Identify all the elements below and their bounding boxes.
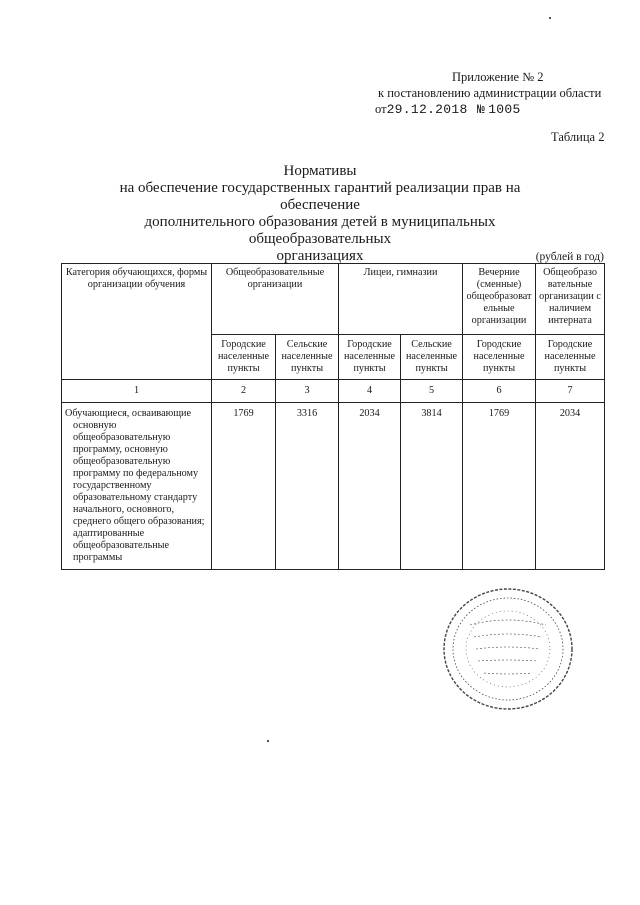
subheader-lyceum-urban: Городские населенные пункты [339,335,401,380]
units-label: (рублей в год) [535,251,604,263]
date-prefix: от [375,102,387,116]
header-lyceums: Лицеи, гимназии [339,264,463,335]
appendix-label: Приложение № 2 [452,70,544,84]
category-line: программу по федеральному [73,468,199,479]
resolution-date-number [375,101,521,118]
title-line-4: организациях [276,248,364,264]
title-line-3: дополнительного образования детей в муниципальных общеобразовательных [144,214,496,247]
header-general: Общеобразовательные организации [212,264,339,335]
scan-speck [549,17,551,19]
resolution-label: к постановлению администрации области [378,86,602,100]
document-title [80,163,560,265]
category-line: государственному [73,480,152,491]
header-evening: Вечерние (сменные) общеобразоват ельные организации [463,264,536,335]
category-line: программу, основную [73,444,168,455]
value-general-urban: 1769 [212,403,276,570]
scan-speck [267,740,269,742]
category-line: адаптированные [73,528,145,539]
category-line: общеобразовательную [73,432,171,443]
resolution-date: 29.12.2018 [386,102,468,117]
column-number: 1 [62,380,212,403]
value-evening-urban: 1769 [463,403,536,570]
category-line: общеобразовательные [73,540,170,551]
subheader-evening-urban: Городские населенные пункты [463,335,536,380]
category-line: Обучающиеся, осваивающие [65,408,192,419]
value-general-rural: 3316 [276,403,339,570]
category-line: среднего общего образования; [73,516,205,527]
column-number: 2 [212,380,276,403]
column-number: 6 [463,380,536,403]
column-number: 5 [401,380,463,403]
value-lyceum-urban: 2034 [339,403,401,570]
header-category: Категория обучающихся, формы организации обучения [62,264,212,380]
category-line: программы [73,552,123,563]
number-sign: № [476,102,486,117]
subheader-general-urban: Городские населенные пункты [212,335,276,380]
title-line-1: Нормативы [283,163,357,179]
subheader-boarding-urban: Городские населенные пункты [536,335,605,380]
official-seal [440,585,576,713]
resolution-number: 1005 [488,102,521,117]
category-line: основную [73,420,117,431]
table-label: Таблица 2 [551,130,605,144]
column-number: 4 [339,380,401,403]
column-number-row [62,380,605,403]
title-line-2: на обеспечение государственных гарантий реализации прав на обеспечение [119,180,521,213]
value-lyceum-rural: 3814 [401,403,463,570]
category-line: начального, основного, [73,504,175,515]
header-boarding: Общеобразо вательные организации с наличием интерната [536,264,605,335]
subheader-general-rural: Сельские населенные пункты [276,335,339,380]
category-cell [62,403,212,570]
table-row [62,403,605,570]
category-line: образовательному стандарту [73,492,198,503]
category-line: общеобразовательную [73,456,171,467]
norms-table [61,263,605,570]
subheader-lyceum-rural: Сельские населенные пункты [401,335,463,380]
column-number: 3 [276,380,339,403]
value-boarding-urban: 2034 [536,403,605,570]
column-number: 7 [536,380,605,403]
table-header-row [62,264,605,335]
